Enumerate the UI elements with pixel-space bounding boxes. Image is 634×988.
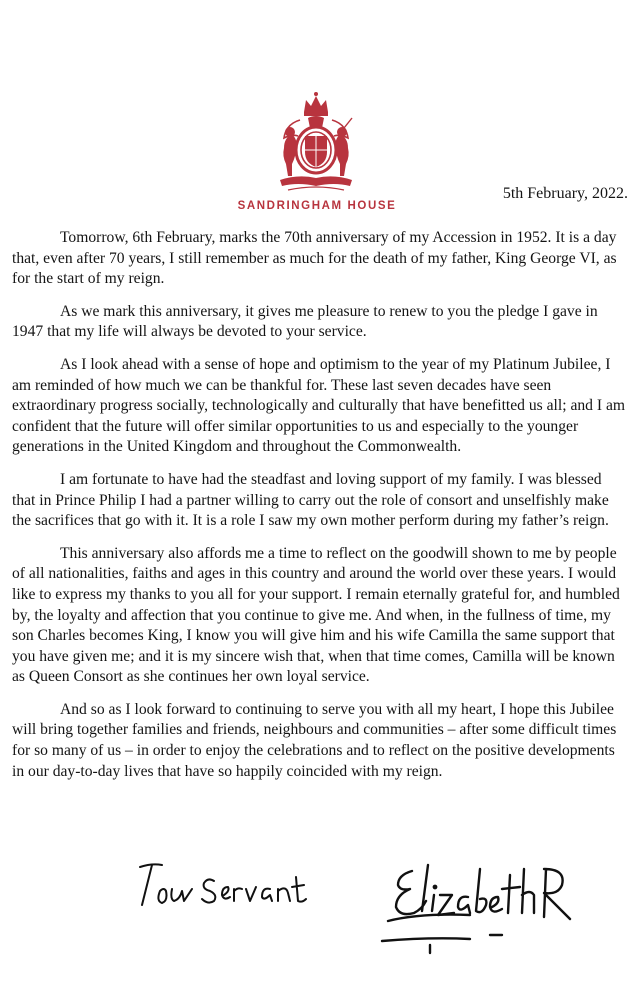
handwritten-signature — [130, 855, 590, 975]
signature-elizabeth-r — [382, 865, 570, 953]
paragraph-platinum-jubilee: As I look ahead with a sense of hope and optimism to the year of my Platinum Jubilee, I am reminded of how much we can be thankful for. These last seven decades have seen extraordinary progress socially, technologically and culturally that have benefitted us all; and I am confident that the future will offer similar opportunities to us and especially to the younger generations in the United Kingdom and throughout the Commonwealth. — [12, 355, 625, 456]
letter-body — [12, 228, 628, 794]
letterhead-title: SANDRINGHAM HOUSE — [237, 200, 397, 212]
paragraph-goodwill: This anniversary also affords me a time to reflect on the goodwill shown to me by people of all nationalities, faiths and ages in this country and around the world over these years. I would like to express my thanks to you all for your support. I remain eternally grateful for, and humbled by, the loyalty and affection that you continue to give me. And when, in the fullness of time, my son Charles becomes King, I know you will give him and his wife Camilla the same support that you have given me; and it is my sincere wish that, when that time comes, Camilla will be known as Queen Consort as she continues her own loyal service. — [12, 544, 620, 686]
royal-coat-of-arms-icon — [262, 90, 370, 198]
letter-date: 5th February, 2022. — [502, 185, 628, 202]
signature-closing-your-servant — [140, 864, 306, 905]
paragraph-accession: Tomorrow, 6th February, marks the 70th anniversary of my Accession in 1952. It is a day that, even after 70 years, I still remember as much for the death of my father, King George VI, as for the start of my reign. — [12, 229, 617, 288]
paragraph-pledge: As we mark this anniversary, it gives me pleasure to renew to you the pledge I gave in 1947 that my life will always be devoted to your service. — [12, 302, 598, 341]
paragraph-jubilee-hopes: And so as I look forward to continuing to serve you with all my heart, I hope this Jubilee will bring together families and friends, neighbours and communities – after some difficult times for so many of us – in order to enjoy the celebrations and to reflect on the positive developments in our day-to-day lives that have so happily coincided with my reign. — [12, 700, 617, 780]
paragraph-family-support: I am fortunate to have had the steadfast and loving support of my family. I was blessed that in Prince Philip I had a partner willing to carry out the role of consort and unselfishly make the sacrifices that go with it. It is a role I saw my own mother perform during my father’s reign. — [12, 470, 609, 530]
